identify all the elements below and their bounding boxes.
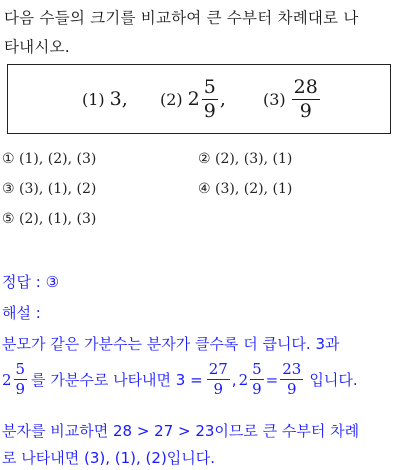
item-2-whole: 2	[187, 88, 200, 110]
option-3-mark: ③	[2, 181, 15, 197]
item-1-label: (1)	[82, 89, 105, 109]
explanation-line-3: 분자를 비교하면 28 > 27 > 23이므로 큰 수부터 차례	[2, 422, 360, 440]
option-2[interactable]	[198, 151, 292, 167]
explanation-separator: ,	[231, 370, 237, 389]
item-1-value: 3,	[109, 88, 128, 110]
mixed-fraction	[14, 362, 28, 397]
answer-label: 정답 :	[2, 273, 46, 291]
mixed-numerator: 5	[15, 360, 26, 378]
fraction-27-denominator: 9	[213, 380, 224, 398]
mixed-denominator-2: 9	[252, 380, 262, 398]
explanation-line-1: 분모가 같은 가분수는 분자가 클수록 더 큽니다. 3과	[2, 335, 340, 353]
fraction-23-9	[280, 362, 303, 397]
option-1-text: (1), (2), (3)	[19, 151, 97, 167]
item-2	[160, 65, 226, 133]
option-4-mark: ④	[198, 181, 211, 197]
mixed-whole-2: 2	[238, 370, 249, 389]
fraction-23-numerator: 23	[282, 360, 302, 378]
option-2-mark: ②	[198, 151, 211, 167]
option-4[interactable]	[198, 181, 292, 197]
fraction-23-denominator: 9	[287, 380, 297, 398]
question-line-2: 타내시오.	[4, 38, 70, 56]
explanation-label: 해설 :	[2, 304, 41, 322]
item-2-tail: ,	[219, 88, 226, 110]
mixed-whole: 2	[2, 370, 12, 389]
mixed-numerator-2: 5	[252, 360, 262, 378]
mixed-denominator: 9	[15, 380, 26, 398]
mixed-fraction-2	[250, 362, 264, 397]
item-3	[263, 65, 322, 133]
option-2-text: (2), (3), (1)	[215, 151, 293, 167]
item-3-label: (3)	[263, 89, 286, 109]
option-1[interactable]	[2, 151, 96, 167]
item-3-fraction	[292, 75, 320, 122]
fraction-27-9	[207, 362, 230, 397]
option-5[interactable]	[2, 211, 96, 227]
explanation-line-2	[2, 362, 358, 397]
option-3[interactable]	[2, 181, 96, 197]
option-1-mark: ①	[2, 151, 15, 167]
item-3-numerator: 28	[293, 75, 318, 98]
explanation-text-1: 를 가분수로 나타내면 3 =	[31, 371, 203, 389]
answer-value: ③	[45, 273, 60, 291]
item-2-denominator: 9	[203, 99, 216, 122]
answer	[2, 271, 59, 292]
option-5-mark: ⑤	[2, 211, 15, 227]
items-box	[7, 64, 391, 134]
option-3-text: (3), (1), (2)	[19, 181, 97, 197]
item-3-denominator: 9	[299, 99, 312, 122]
item-1	[82, 65, 128, 133]
item-2-fraction	[202, 75, 218, 122]
explanation-text-2: 입니다.	[309, 371, 358, 389]
explanation-line-4: 로 나타내면 (3), (1), (2)입니다.	[2, 449, 216, 467]
option-4-text: (3), (2), (1)	[215, 181, 293, 197]
fraction-27-numerator: 27	[208, 360, 228, 378]
equals-sign: =	[265, 370, 279, 389]
item-2-numerator: 5	[203, 75, 216, 98]
question-line-1: 다음 수들의 크기를 비교하여 큰 수부터 차례대로 나	[4, 9, 359, 27]
option-5-text: (2), (1), (3)	[19, 211, 97, 227]
item-2-label: (2)	[160, 89, 183, 109]
